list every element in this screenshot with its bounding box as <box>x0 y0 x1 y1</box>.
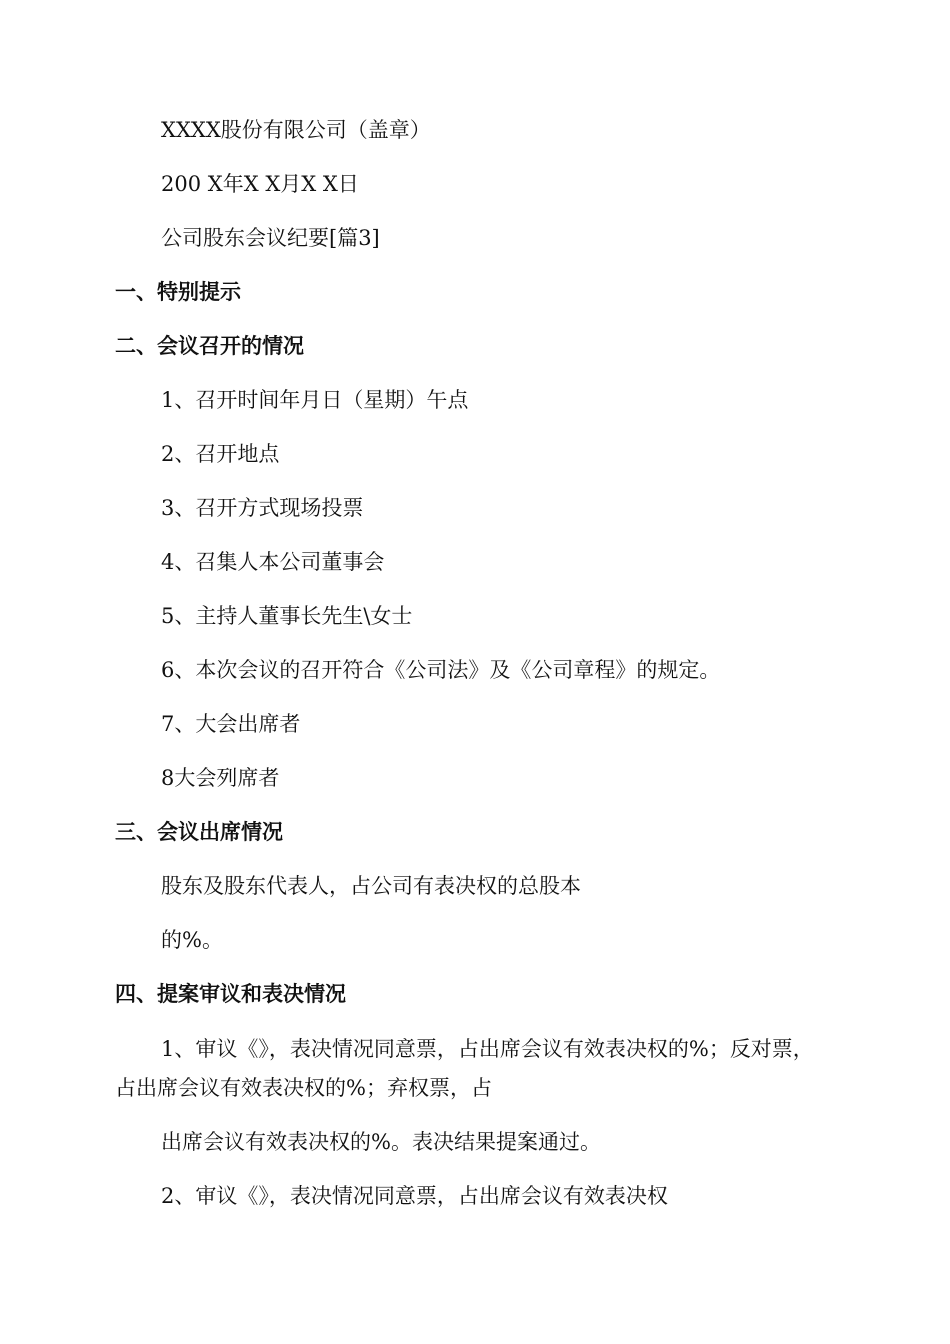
company-seal-line: XXXX股份有限公司（盖章） <box>161 118 431 142</box>
list-item: 7、大会出席者 <box>161 712 301 736</box>
list-item: 4、召集人本公司董事会 <box>161 550 385 574</box>
proposal-2-line: 2、审议《》，表决情况同意票，占出席会议有效表决权 <box>161 1184 668 1208</box>
attendance-text: 股东及股东代表人，占公司有表决权的总股本 <box>161 874 581 898</box>
section-heading-special-notice: 一、特别提示 <box>115 280 241 304</box>
section-heading-meeting-convening: 二、会议召开的情况 <box>115 334 304 358</box>
list-item: 8大会列席者 <box>161 766 280 790</box>
list-item: 5、主持人董事长先生\女士 <box>161 604 413 628</box>
proposal-1-paragraph: 1、审议《》，表决情况同意票，占出席会议有效表决权的%；反对票，占出席会议有效表决权的%；弃权票，占 <box>115 1037 814 1100</box>
list-item: 2、召开地点 <box>161 442 280 466</box>
section-heading-proposals: 四、提案审议和表决情况 <box>115 982 346 1006</box>
list-item: 1、召开时间年月日（星期）午点 <box>161 388 469 412</box>
proposal-1-continuation: 出席会议有效表决权的%。表决结果提案通过。 <box>161 1130 601 1154</box>
list-item: 3、召开方式现场投票 <box>161 496 364 520</box>
date-line: 200 X年X X月X X日 <box>161 172 359 196</box>
attendance-text-continued: 的%。 <box>161 928 223 952</box>
document-title: 公司股东会议纪要[篇3] <box>161 226 380 250</box>
section-heading-attendance: 三、会议出席情况 <box>115 820 283 844</box>
list-item: 6、本次会议的召开符合《公司法》及《公司章程》的规定。 <box>161 658 721 682</box>
